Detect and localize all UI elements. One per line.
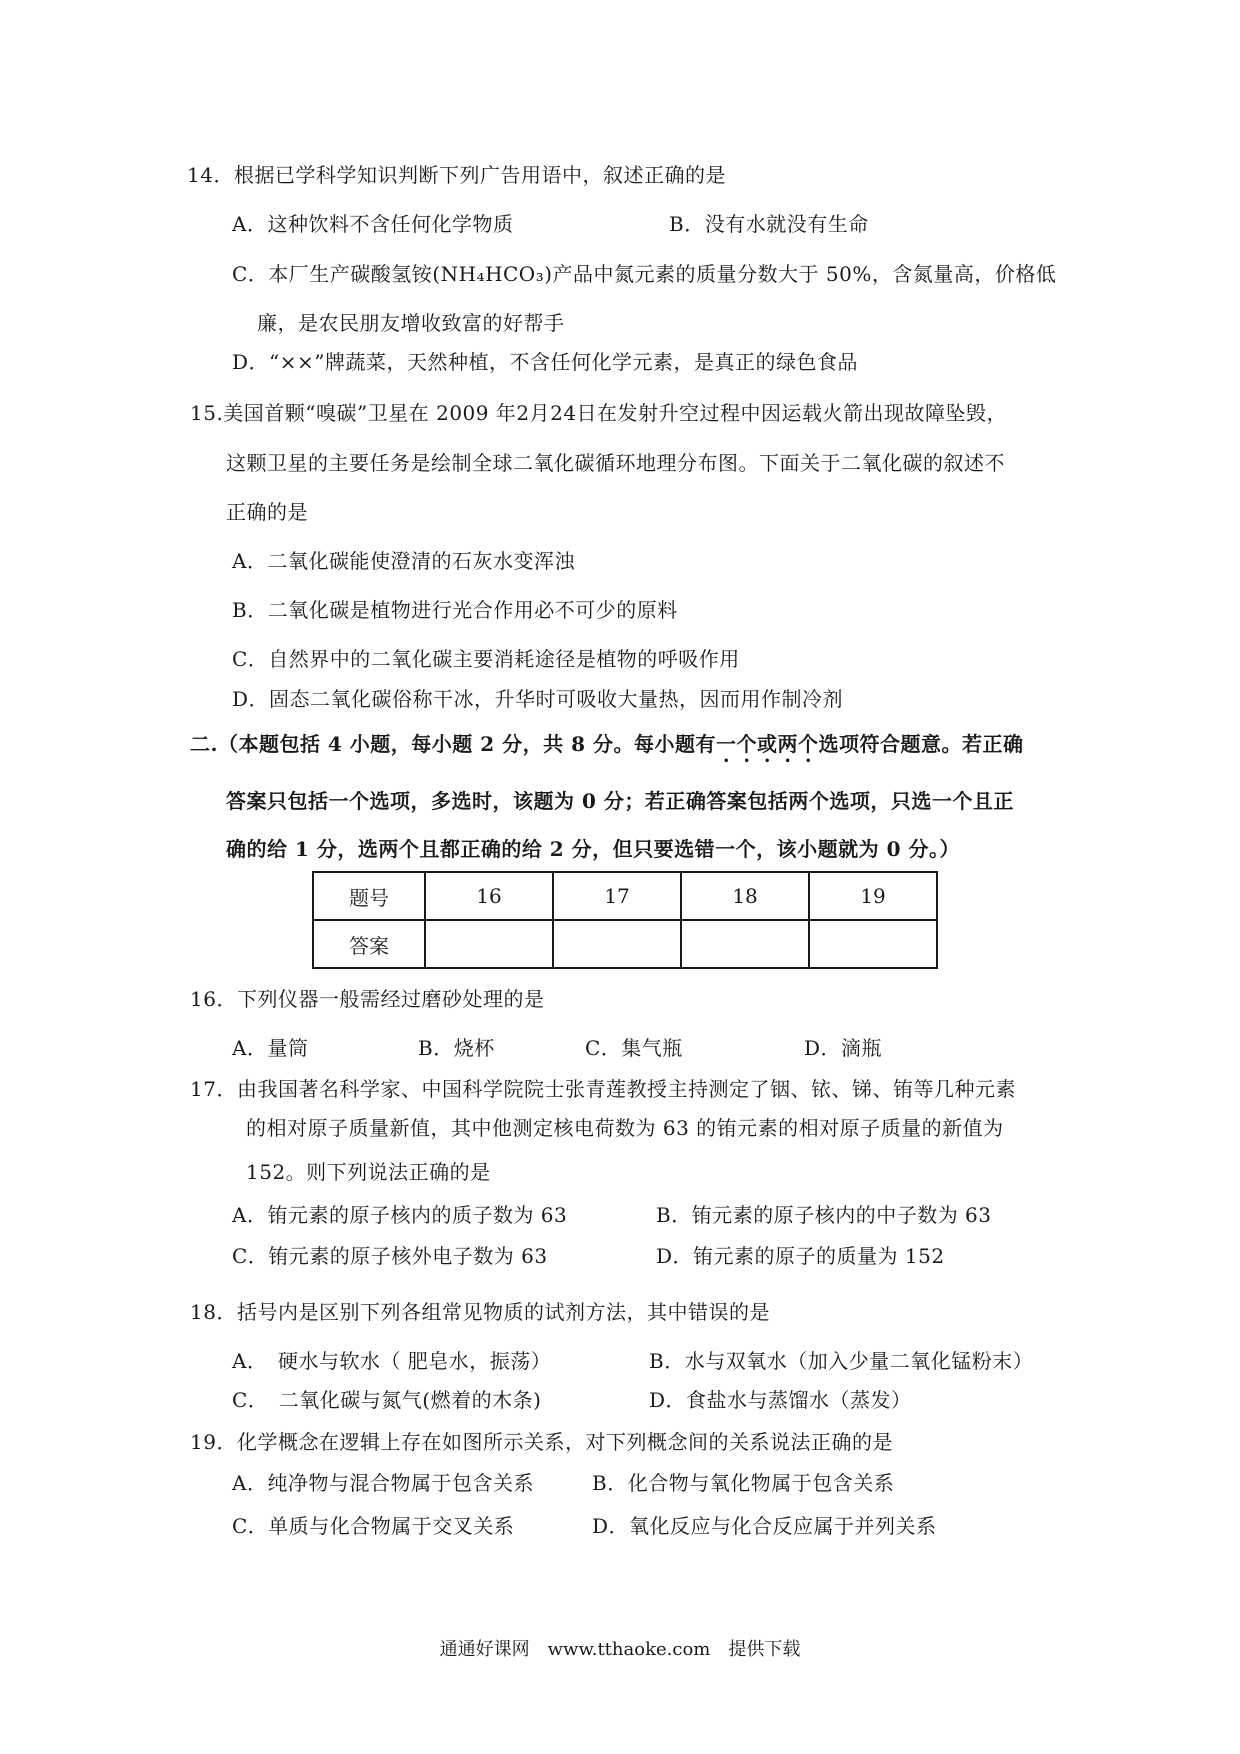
table-number-17: 17 [553,872,681,920]
q15-stem-line3: 正确的是 [226,500,308,524]
section2-instructions-line2: 答案只包括一个选项，多选时，该题为 0 分；若正确答案包括两个选项，只选一个且正 [226,789,1014,813]
q18-option-b: B．水与双氧水（加入少量二氧化锰粉末） [649,1349,1034,1373]
q19-option-c: C．单质与化合物属于交叉关系 [232,1514,515,1538]
table-number-16: 16 [425,872,553,920]
q14-option-a: A．这种饮料不含任何化学物质 [232,212,514,236]
q19-option-b: B．化合物与氧化物属于包含关系 [592,1471,895,1495]
q15-stem-line1: 15.美国首颗“嗅碳”卫星在 2009 年2月24日在发射升空过程中因运载火箭出现故障坠毁， [190,401,1008,425]
table-header-label: 题号 [313,872,425,920]
q18-option-d: D．食盐水与蒸馏水（蒸发） [649,1388,912,1412]
q17-stem-line1: 17．由我国著名科学家、中国科学院院士张青莲教授主持测定了铟、铱、锑、铕等几种元素 [190,1077,1016,1101]
q19-option-d: D．氧化反应与化合反应属于并列关系 [592,1514,937,1538]
q17-option-c: C．铕元素的原子核外电子数为 63 [232,1244,548,1268]
answer-table-answer-row [313,920,937,968]
q17-option-d: D．铕元素的原子的质量为 152 [656,1244,945,1268]
section2-line1-post: 选项符合题意。若正确 [818,732,1024,756]
q15-option-a: A．二氧化碳能使澄清的石灰水变浑浊 [232,549,575,573]
q19-option-a: A．纯净物与混合物属于包含关系 [232,1471,534,1495]
q15-stem-line2: 这颗卫星的主要任务是绘制全球二氧化碳循环地理分布图。下面关于二氧化碳的叙述不 [226,451,1005,475]
answer-cell-19[interactable] [809,920,937,968]
q14-option-b: B．没有水就没有生命 [669,212,869,236]
answer-cell-18[interactable] [681,920,809,968]
q18-option-a: A． 硬水与软水（ 肥皂水，振荡） [232,1349,552,1373]
q14-option-c-line1: C．本厂生产碳酸氢铵(NH₄HCO₃)产品中氮元素的质量分数大于 50%，含氮量高，价格低 [232,262,1057,286]
section2-instructions-line1 [190,732,1024,767]
answer-cell-16[interactable] [425,920,553,968]
answer-cell-17[interactable] [553,920,681,968]
q16-stem: 16．下列仪器一般需经过磨砂处理的是 [190,987,545,1011]
answer-table [312,871,938,969]
q15-option-b: B．二氧化碳是植物进行光合作用必不可少的原料 [232,598,678,622]
q15-option-c: C．自然界中的二氧化碳主要消耗途径是植物的呼吸作用 [232,647,740,671]
q17-stem-line2: 的相对原子质量新值，其中他测定核电荷数为 63 的铕元素的相对原子质量的新值为 [246,1116,1004,1140]
q18-option-c: C． 二氧化碳与氮气(燃着的木条) [232,1388,542,1412]
answer-table-header-row [313,872,937,920]
q17-option-a: A．铕元素的原子核内的质子数为 63 [232,1203,568,1227]
q16-option-a: A．量筒 [232,1036,309,1060]
q16-option-d: D．滴瓶 [804,1036,883,1060]
q17-stem-line3: 152。则下列说法正确的是 [246,1160,491,1184]
q14-stem: 14．根据已学科学知识判断下列广告用语中，叙述正确的是 [187,163,726,187]
table-answer-label: 答案 [313,920,425,968]
table-number-19: 19 [809,872,937,920]
q14-option-c-line2: 廉，是农民朋友增收致富的好帮手 [257,311,565,335]
q16-option-c: C．集气瓶 [585,1036,683,1060]
q17-option-b: B．铕元素的原子核内的中子数为 63 [656,1203,992,1227]
table-number-18: 18 [681,872,809,920]
q18-stem: 18．括号内是区别下列各组常见物质的试剂方法，其中错误的是 [190,1300,770,1324]
q16-option-b: B．烧杯 [418,1036,495,1060]
q19-stem: 19．化学概念在逻辑上存在如图所示关系，对下列概念间的关系说法正确的是 [190,1430,893,1454]
section2-instructions-line3: 确的给 1 分，选两个且都正确的给 2 分，但只要选错一个，该小题就为 0 分。） [226,837,961,861]
section2-line1-emphasis: 一个或两个 [716,732,819,756]
section2-line1-pre: 二.（本题包括 4 小题，每小题 2 分，共 8 分。每小题有 [190,732,716,756]
q15-option-d: D．固态二氧化碳俗称干冰，升华时可吸收大量热，因而用作制冷剂 [232,687,844,711]
q14-option-d: D．“××”牌蔬菜，天然种植，不含任何化学元素，是真正的绿色食品 [232,350,858,374]
page-footer: 通通好课网 www.tthaoke.com 提供下载 [439,1639,801,1660]
